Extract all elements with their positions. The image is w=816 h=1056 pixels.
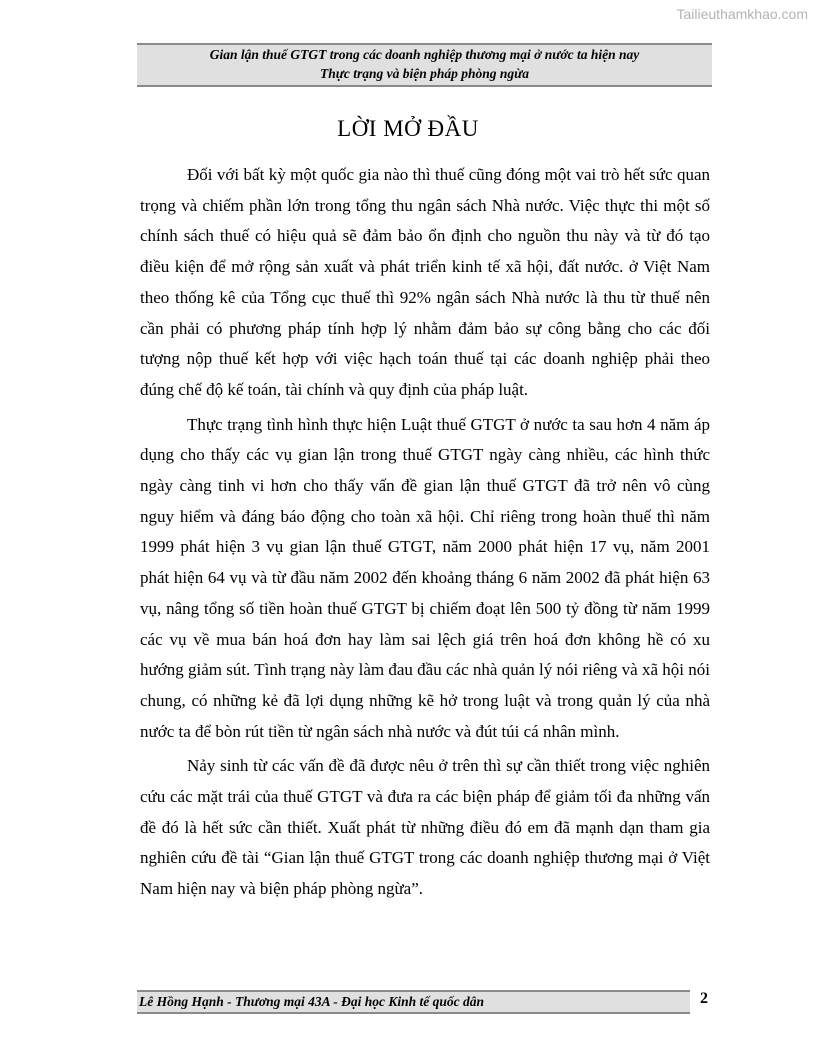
page-title: LỜI MỞ ĐẦU bbox=[337, 116, 479, 141]
paragraph-2: Thực trạng tình hình thực hiện Luật thuế GTGT ở nước ta sau hơn 4 năm áp dụng cho thấy các vụ gian lận trong thuế GTGT ngày càng nhiều, các hình thức ngày càng tinh vi hơn cho thấy vấn đề gian lận thuế GTGT đã trở nên vô cùng nguy hiểm và đáng báo động cho toàn xã hội. Chỉ riêng trong hoàn thuế thì năm 1999 phát hiện 3 vụ gian lận thuế GTGT, năm 2000 phát hiện 17 vụ, năm 2001 phát hiện 64 vụ và từ đầu năm 2002 đến khoảng tháng 6 năm 2002 đã phát hiện 63 vụ, nâng tổng số tiền hoàn thuế GTGT bị chiếm đoạt lên 500 tỷ đồng từ năm 1999 các vụ về mua bán hoá đơn hay làm sai lệch giá trên hoá đơn không hề có xu hướng giảm sút. Tình trạng này làm đau đầu các nhà quản lý nói riêng và xã hội nói chung, có những kẻ đã lợi dụng những kẽ hở trong luật và trong quản lý của nhà nước ta để bòn rút tiền từ ngân sách nhà nước và đút túi cá nhân mình. bbox=[140, 414, 710, 741]
footer-text: Lê Hồng Hạnh - Thương mại 43A - Đại học Kinh tế quốc dân bbox=[139, 994, 485, 1009]
page-number: 2 bbox=[700, 990, 708, 1007]
header-line-1: Gian lận thuế GTGT trong các doanh nghiệp thương mại ở nước ta hiện nay bbox=[209, 47, 640, 62]
paragraph-1: Đối với bất kỳ một quốc gia nào thì thuế cũng đóng một vai trò hết sức quan trọng và chiếm phần lớn trong tổng thu ngân sách Nhà nước. Việc thực thi một số chính sách thuế có hiệu quả sẽ đảm bảo ổn định cho nguồn thu này và từ đó tạo điều kiện để mở rộng sản xuất và phát triển kinh tế xã hội, đất nước. ở Việt Nam theo thống kê của Tổng cục thuế thì 92% ngân sách Nhà nước là thu từ thuế nên cần phải có phương pháp tính hợp lý nhằm đảm bảo sự công bằng cho các đối tượng nộp thuế kết hợp với việc hạch toán thuế tại các doanh nghiệp phải theo đúng chế độ kế toán, tài chính và quy định của pháp luật. bbox=[140, 165, 710, 399]
paragraph-3: Nảy sinh từ các vấn đề đã được nêu ở trên thì sự cần thiết trong việc nghiên cứu các mặt trái của thuế GTGT và đưa ra các biện pháp để giảm tối đa những vấn đề đó là hết sức cần thiết. Xuất phát từ những điều đó em đã mạnh dạn tham gia nghiên cứu đề tài “Gian lận thuế GTGT trong các doanh nghiệp thương mại ở Việt Nam hiện nay và biện pháp phòng ngừa”. bbox=[140, 756, 710, 899]
header-line-2: Thực trạng và biện pháp phòng ngừa bbox=[320, 66, 529, 81]
watermark: Tailieuthamkhao.com bbox=[676, 6, 808, 22]
running-footer bbox=[137, 990, 690, 1014]
body-text bbox=[140, 160, 710, 909]
running-header bbox=[137, 43, 712, 87]
